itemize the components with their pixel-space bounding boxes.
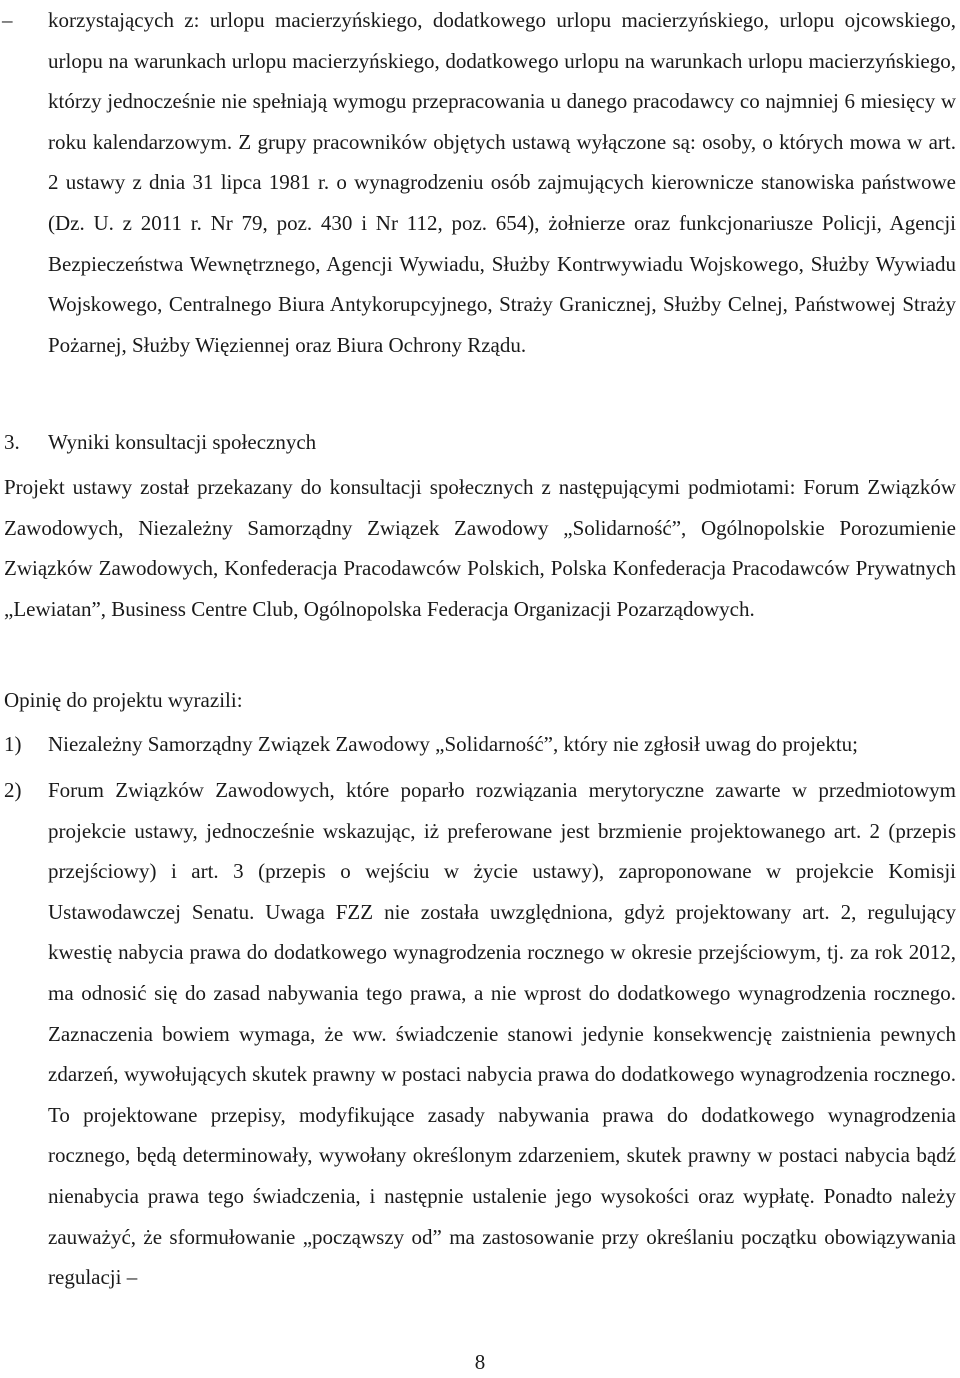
list-item-text: Niezależny Samorządny Związek Zawodowy „Solidarność”, który nie zgłosił uwag do projektu; (48, 732, 859, 756)
list-item (4, 724, 956, 764)
list-item-text: Forum Związków Zawodowych, które poparło rozwiązania merytoryczne zawarte w przedmiotowym projekcie ustawy, jednocześnie wskazując, iż preferowane jest brzmienie projektowanego art. 2 (przepis przejściowy) i art. 3 (przepis o wejściu w życie ustawy), zaproponowane w projekcie Komisji Ustawodawczej Senatu. Uwaga FZZ nie została uwzględniona, gdyż projektowany art. 2, regulujący kwestię nabycia prawa do dodatkowego wynagrodzenia rocznego w okresie przejściowym, tj. za rok 2012, ma odnosić się do zasad nabywania tego prawa, a nie wprost do dodatkowego wynagrodzenia rocznego. Zaznaczenia bowiem wymaga, że ww. świadczenie stanowi jedynie konsekwencję zaistnienia pewnych zdarzeń, wywołujących skutek prawny w postaci nabycia prawa do dodatkowego wynagrodzenia rocznego. To projektowane przepisy, modyfikujące zasady nabywania prawa do dodatkowego wynagrodzenia rocznego, będą determinowały, wywołany określonym zdarzeniem, skutek prawny w postaci nabycia bądź nienabycia prawa tego świadczenia, i następnie ustalenie jego wysokości oraz wypłatę. Ponadto należy zauważyć, że sformułowanie „począwszy od” ma zastosowanie przy określaniu początku obowiązywania regulacji – (48, 778, 956, 1290)
section-number: 3. (4, 430, 20, 454)
bullet-dash: – (2, 8, 13, 32)
consultation-paragraph: Projekt ustawy został przekazany do konsultacji społecznych z następującymi podmiotami: Forum Związków Zawodowych, Niezależny Samorządny Związek Zawodowy „Solidarność”, Ogólnopolskie Porozumienie Związków Zawodowych, Konfederacja Pracodawców Polskich, Polska Konfederacja Pracodawców Prywatnych „Lewiatan”, Business Centre Club, Ogólnopolska Federacja Organizacji Pozarządowych. (4, 475, 956, 621)
list-item-number: 2) (4, 778, 22, 802)
opinion-lead: Opinię do projektu wyrazili: (4, 688, 243, 712)
section-title: Wyniki konsultacji społecznych (48, 430, 317, 454)
section-heading (4, 422, 316, 462)
page-number: 8 (474, 1350, 486, 1374)
list-item-number: 1) (4, 732, 22, 756)
continuation-paragraph: korzystających z: urlopu macierzyńskiego, dodatkowego urlopu macierzyńskiego, urlopu ojcowskiego, urlopu na warunkach urlopu macierzyńskiego, dodatkowego urlopu na warunkach urlopu macierzyńskiego, którzy jednocześnie nie spełniają wymogu przepracowania u danego pracodawcy co najmniej 6 miesięcy w roku kalendarzowym. Z grupy pracowników objętych ustawą wyłączone są: osoby, o których mowa w art. 2 ustawy z dnia 31 lipca 1981 r. o wynagrodzeniu osób zajmujących kierownicze stanowiska państwowe (Dz. U. z 2011 r. Nr 79, poz. 430 i Nr 112, poz. 654), żołnierze oraz funkcjonariusze Policji, Agencji Bezpieczeństwa Wewnętrznego, Agencji Wywiadu, Służby Kontrwywiadu Wojskowego, Służby Wywiadu Wojskowego, Centralnego Biura Antykorupcyjnego, Straży Granicznej, Służby Celnej, Państwowej Straży Pożarnej, Służby Więziennej oraz Biura Ochrony Rządu. (48, 8, 956, 357)
